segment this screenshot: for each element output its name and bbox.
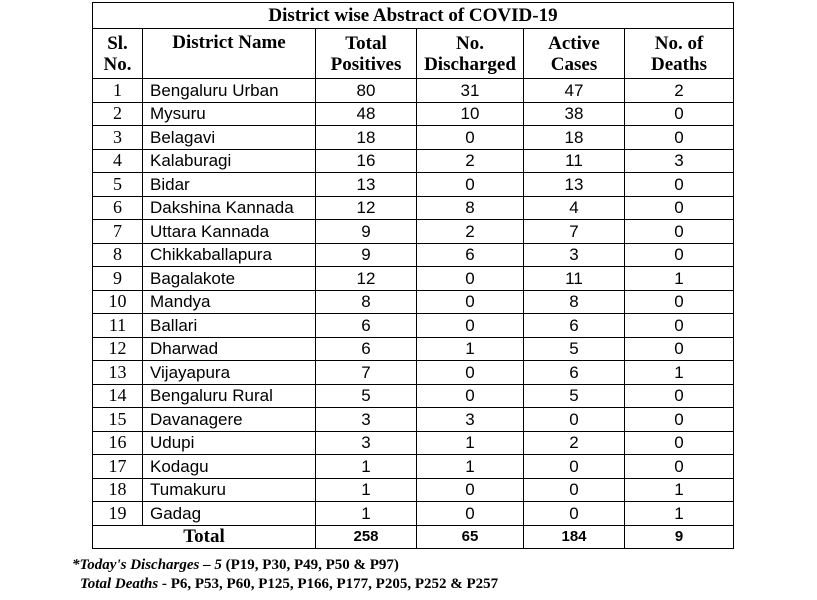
header-district: District Name	[143, 29, 316, 79]
row-district: Kodagu	[143, 455, 316, 479]
row-district: Bagalakote	[143, 267, 316, 291]
row-district: Dharwad	[143, 337, 316, 361]
row-sl: 6	[93, 196, 143, 220]
deaths-list: P6, P53, P60, P125, P166, P177, P205, P252 & P257	[166, 576, 499, 592]
row-district: Mysuru	[143, 102, 316, 126]
row-total-positives: 6	[316, 314, 417, 338]
header-sl-line1: Sl.	[107, 32, 128, 54]
row-district: Kalaburagi	[143, 149, 316, 173]
row-discharged: 1	[417, 337, 524, 361]
covid-abstract-table	[92, 2, 734, 549]
row-sl: 2	[93, 102, 143, 126]
row-active: 4	[524, 196, 625, 220]
header-active-line1: Active	[548, 32, 600, 54]
row-discharged: 8	[417, 196, 524, 220]
row-active: 13	[524, 173, 625, 197]
table-row	[93, 173, 734, 197]
row-total-positives: 3	[316, 431, 417, 455]
row-sl: 8	[93, 243, 143, 267]
table-row	[93, 149, 734, 173]
row-discharged: 10	[417, 102, 524, 126]
row-deaths: 0	[625, 431, 734, 455]
row-active: 3	[524, 243, 625, 267]
row-sl: 14	[93, 384, 143, 408]
row-deaths: 1	[625, 502, 734, 526]
row-discharged: 0	[417, 384, 524, 408]
header-sl-line2: No.	[103, 53, 132, 75]
table-title: District wise Abstract of COVID-19	[93, 3, 734, 29]
discharges-list: (P19, P30, P49, P50 & P97)	[221, 557, 399, 573]
row-total-positives: 3	[316, 408, 417, 432]
row-deaths: 2	[625, 79, 734, 103]
row-sl: 4	[93, 149, 143, 173]
row-deaths: 0	[625, 314, 734, 338]
row-sl: 18	[93, 478, 143, 502]
row-discharged: 2	[417, 220, 524, 244]
row-deaths: 3	[625, 149, 734, 173]
row-discharged: 2	[417, 149, 524, 173]
row-active: 5	[524, 337, 625, 361]
header-discharged-line2: Discharged	[424, 53, 516, 75]
row-district: Ballari	[143, 314, 316, 338]
row-sl: 3	[93, 126, 143, 150]
table-row	[93, 220, 734, 244]
header-sl	[93, 29, 143, 79]
total-row	[93, 525, 734, 548]
row-active: 7	[524, 220, 625, 244]
row-sl: 11	[93, 314, 143, 338]
row-total-positives: 1	[316, 478, 417, 502]
row-sl: 16	[93, 431, 143, 455]
row-active: 18	[524, 126, 625, 150]
row-deaths: 0	[625, 408, 734, 432]
row-total-positives: 18	[316, 126, 417, 150]
total-active: 184	[524, 525, 625, 548]
table-row	[93, 196, 734, 220]
row-total-positives: 12	[316, 267, 417, 291]
row-discharged: 1	[417, 455, 524, 479]
row-discharged: 0	[417, 126, 524, 150]
row-discharged: 6	[417, 243, 524, 267]
row-active: 6	[524, 361, 625, 385]
row-district: Tumakuru	[143, 478, 316, 502]
table-row	[93, 337, 734, 361]
row-discharged: 31	[417, 79, 524, 103]
row-active: 8	[524, 290, 625, 314]
row-sl: 1	[93, 79, 143, 103]
row-total-positives: 9	[316, 243, 417, 267]
row-district: Mandya	[143, 290, 316, 314]
row-discharged: 3	[417, 408, 524, 432]
row-active: 0	[524, 455, 625, 479]
row-total-positives: 9	[316, 220, 417, 244]
row-discharged: 0	[417, 290, 524, 314]
table-row	[93, 502, 734, 526]
row-sl: 10	[93, 290, 143, 314]
table-row	[93, 384, 734, 408]
total-label: Total	[93, 525, 316, 548]
total-discharged: 65	[417, 525, 524, 548]
row-deaths: 0	[625, 196, 734, 220]
table-row	[93, 126, 734, 150]
row-sl: 12	[93, 337, 143, 361]
row-district: Udupi	[143, 431, 316, 455]
header-deaths	[625, 29, 734, 79]
row-sl: 19	[93, 502, 143, 526]
row-active: 38	[524, 102, 625, 126]
row-active: 2	[524, 431, 625, 455]
row-district: Belagavi	[143, 126, 316, 150]
row-total-positives: 80	[316, 79, 417, 103]
footnotes	[72, 556, 498, 594]
row-deaths: 0	[625, 126, 734, 150]
table-row	[93, 290, 734, 314]
deaths-note	[72, 575, 498, 594]
table-row	[93, 455, 734, 479]
row-sl: 15	[93, 408, 143, 432]
table-row	[93, 361, 734, 385]
row-total-positives: 1	[316, 502, 417, 526]
row-discharged: 0	[417, 502, 524, 526]
table-row	[93, 408, 734, 432]
row-deaths: 0	[625, 173, 734, 197]
row-deaths: 1	[625, 361, 734, 385]
header-discharged-line1: No.	[456, 32, 484, 54]
header-total-line2: Positives	[330, 53, 402, 75]
row-deaths: 0	[625, 220, 734, 244]
header-row	[93, 29, 734, 79]
row-total-positives: 7	[316, 361, 417, 385]
covid-abstract-table-container	[92, 2, 733, 549]
row-district: Chikkaballapura	[143, 243, 316, 267]
row-district: Davanagere	[143, 408, 316, 432]
row-district: Bidar	[143, 173, 316, 197]
table-row	[93, 431, 734, 455]
row-total-positives: 13	[316, 173, 417, 197]
row-district: Gadag	[143, 502, 316, 526]
row-active: 11	[524, 267, 625, 291]
row-district: Bengaluru Urban	[143, 79, 316, 103]
row-active: 0	[524, 478, 625, 502]
row-active: 11	[524, 149, 625, 173]
row-active: 0	[524, 408, 625, 432]
row-deaths: 0	[625, 384, 734, 408]
header-discharged	[417, 29, 524, 79]
row-total-positives: 48	[316, 102, 417, 126]
table-row	[93, 267, 734, 291]
total-positives: 258	[316, 525, 417, 548]
total-deaths: 9	[625, 525, 734, 548]
header-deaths-line2: Deaths	[651, 53, 707, 75]
row-district: Bengaluru Rural	[143, 384, 316, 408]
row-active: 47	[524, 79, 625, 103]
row-deaths: 0	[625, 337, 734, 361]
deaths-label: Total Deaths -	[80, 576, 167, 592]
row-deaths: 1	[625, 267, 734, 291]
row-district: Dakshina Kannada	[143, 196, 316, 220]
header-active-line2: Cases	[550, 53, 598, 75]
row-total-positives: 1	[316, 455, 417, 479]
row-total-positives: 16	[316, 149, 417, 173]
row-deaths: 1	[625, 478, 734, 502]
table-row	[93, 102, 734, 126]
row-discharged: 1	[417, 431, 524, 455]
table-row	[93, 243, 734, 267]
row-discharged: 0	[417, 314, 524, 338]
row-sl: 7	[93, 220, 143, 244]
row-sl: 9	[93, 267, 143, 291]
header-total	[316, 29, 417, 79]
row-deaths: 0	[625, 290, 734, 314]
row-discharged: 0	[417, 361, 524, 385]
row-total-positives: 8	[316, 290, 417, 314]
table-row	[93, 314, 734, 338]
row-discharged: 0	[417, 173, 524, 197]
row-sl: 13	[93, 361, 143, 385]
table-row	[93, 79, 734, 103]
row-discharged: 0	[417, 267, 524, 291]
row-active: 5	[524, 384, 625, 408]
row-active: 0	[524, 502, 625, 526]
header-deaths-line1: No. of	[654, 32, 704, 54]
row-total-positives: 5	[316, 384, 417, 408]
discharges-note	[72, 556, 498, 575]
row-district: Uttara Kannada	[143, 220, 316, 244]
row-sl: 5	[93, 173, 143, 197]
discharges-label: *Today's Discharges – 5	[72, 557, 222, 573]
row-district: Vijayapura	[143, 361, 316, 385]
row-deaths: 0	[625, 455, 734, 479]
table-row	[93, 478, 734, 502]
row-total-positives: 12	[316, 196, 417, 220]
row-deaths: 0	[625, 243, 734, 267]
header-active	[524, 29, 625, 79]
row-deaths: 0	[625, 102, 734, 126]
header-total-line1: Total	[345, 32, 387, 54]
row-discharged: 0	[417, 478, 524, 502]
row-sl: 17	[93, 455, 143, 479]
row-active: 6	[524, 314, 625, 338]
row-total-positives: 6	[316, 337, 417, 361]
